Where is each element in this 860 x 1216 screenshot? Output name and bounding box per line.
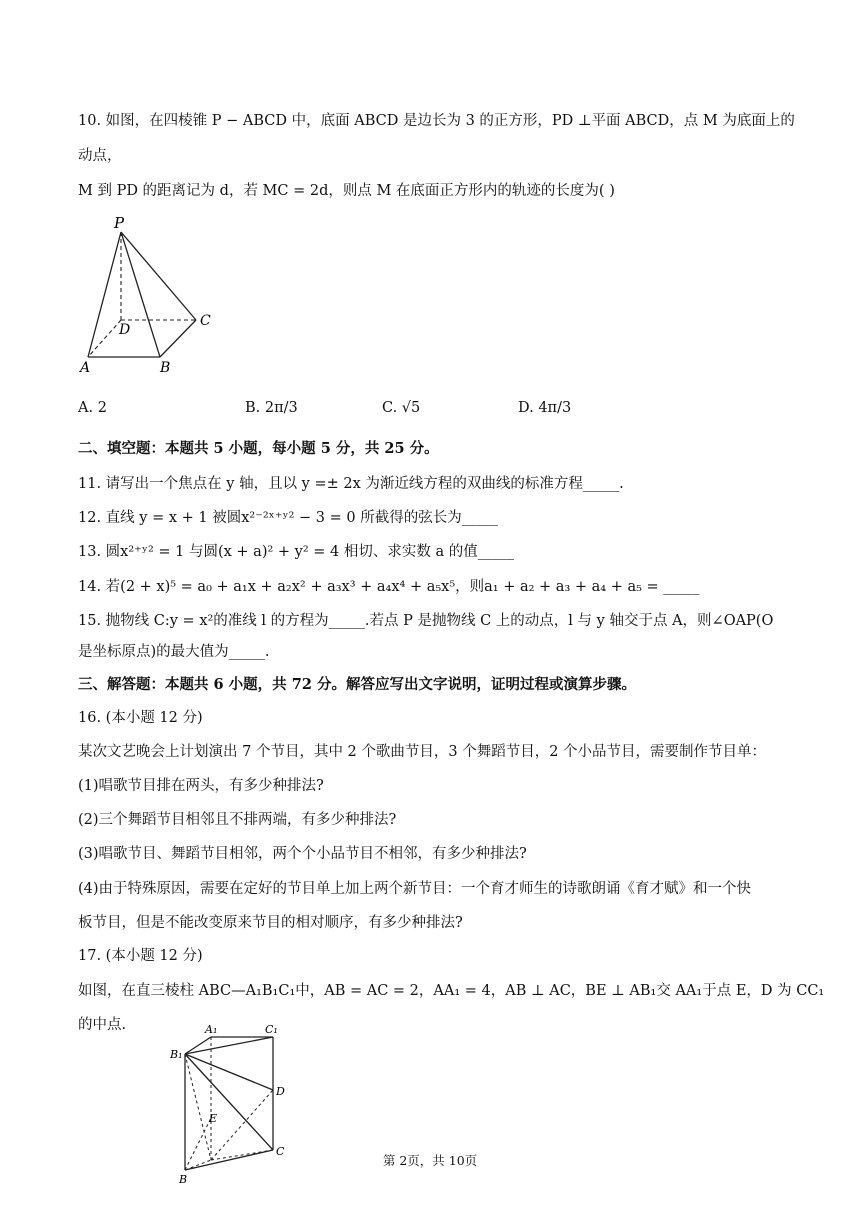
q10-option-a: A. 2	[78, 400, 107, 416]
q16-head: 16. (本小题 12 分)	[78, 710, 203, 726]
q10-line3: M 到 PD 的距离记为 d，若 MC = 2d，则点 M 在底面正方形内的轨迹的长度为( )	[78, 183, 615, 199]
q16-part1: (1)唱歌节目排在两头，有多少种排法?	[78, 778, 324, 794]
q13: 13. 圆x²⁺ʸ² = 1 与圆(x + a)² + y² = 4 相切、求实数 a 的值_____	[78, 544, 514, 560]
q17-line1: 如图，在直三棱柱 ABC—A₁B₁C₁中，AB = AC = 2，AA₁ = 4，AB ⊥ AC，BE ⊥ AB₁交 AA₁于点 E，D 为 CC₁	[78, 983, 825, 999]
q10-option-b: B. 2π/3	[245, 400, 298, 416]
label-A1: A₁	[205, 1023, 218, 1036]
label-B: B	[179, 1173, 188, 1186]
q16-part4b: 板节目，但是不能改变原来节目的相对顺序，有多少种排法?	[78, 915, 463, 931]
q15-line2: 是坐标原点)的最大值为_____.	[78, 644, 270, 660]
q16-part3: (3)唱歌节目、舞蹈节目相邻，两个个小品节目不相邻，有多少种排法?	[78, 846, 527, 862]
q11: 11. 请写出一个焦点在 y 轴，且以 y =± 2x 为渐近线方程的双曲线的标准方程_____.	[78, 476, 624, 492]
q16-part2: (2)三个舞蹈节目相邻且不排两端，有多少种排法?	[78, 812, 397, 828]
label-P: P	[114, 214, 125, 232]
q17-line2: 的中点.	[78, 1017, 127, 1033]
q15-line1: 15. 抛物线 C:y = x²的准线 l 的方程为_____.若点 P 是抛物线 C 上的动点，l 与 y 轴交于点 A，则∠OAP(O	[78, 613, 774, 629]
q14: 14. 若(2 + x)⁵ = a₀ + a₁x + a₂x² + a₃x³ + a₄x⁴ + a₅x⁵，则a₁ + a₂ + a₃ + a₄ + a₅ = _____	[78, 579, 700, 595]
pyramid-figure	[78, 212, 228, 377]
q12: 12. 直线 y = x + 1 被圆x²⁻²ˣ⁺ʸ² − 3 = 0 所截得的弦长为_____	[78, 510, 498, 526]
page-footer: 第 2页，共 10页	[382, 1153, 478, 1168]
q16-part4a: (4)由于特殊原因，需要在定好的节目单上加上两个新节目：一个育才师生的诗歌朗诵《育才赋》和一个快	[78, 881, 752, 897]
q10-option-c: C. √5	[382, 400, 421, 416]
q17-head: 17. (本小题 12 分)	[78, 948, 203, 964]
section2-heading: 二、填空题：本题共 5 小题，每小题 5 分，共 25 分。	[78, 440, 439, 457]
label-C: C	[276, 1145, 285, 1158]
label-B1: B₁	[170, 1048, 183, 1061]
label-C: C	[200, 313, 211, 329]
label-A: A	[80, 360, 91, 376]
label-C1: C₁	[265, 1023, 278, 1036]
label-B: B	[160, 360, 171, 376]
label-D: D	[119, 322, 131, 338]
q10-line2: 动点，	[78, 148, 122, 164]
q10-option-d: D. 4π/3	[518, 400, 572, 416]
label-D: D	[276, 1085, 285, 1098]
q16-intro: 某次文艺晚会上计划演出 7 个节目，其中 2 个歌曲节目，3 个舞蹈节目，2 个小品节目，需要制作节目单：	[78, 744, 767, 760]
q10-line1: 10. 如图，在四棱锥 P − ABCD 中，底面 ABCD 是边长为 3 的正方形，PD ⊥平面 ABCD，点 M 为底面上的	[78, 113, 795, 129]
label-E: E	[209, 1112, 218, 1125]
section3-heading: 三、解答题：本题共 6 小题，共 72 分。解答应写出文字说明，证明过程或演算步骤。	[78, 676, 636, 693]
